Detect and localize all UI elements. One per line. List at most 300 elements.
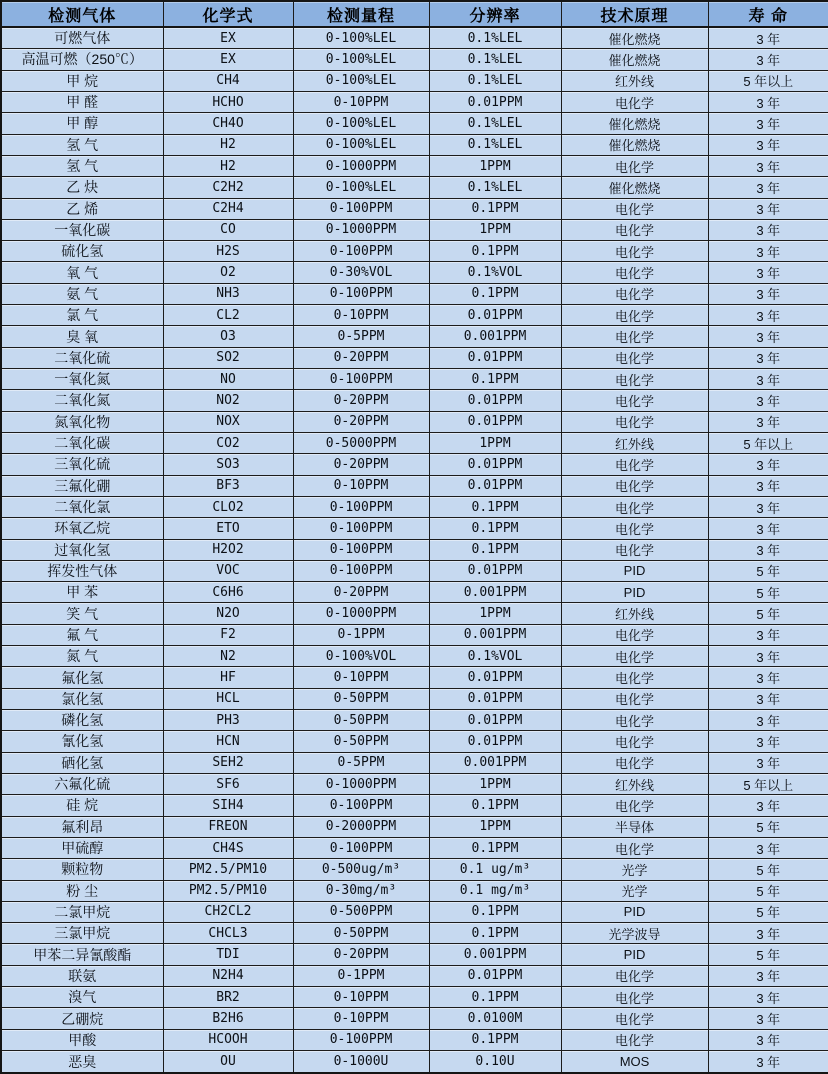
cell-gas: 二氯甲烷 xyxy=(1,901,163,922)
cell-life: 3 年 xyxy=(708,1008,828,1029)
table-row xyxy=(1,923,828,944)
cell-range: 0-1000PPM xyxy=(293,603,429,624)
cell-formula: H2 xyxy=(163,134,293,155)
cell-life: 3 年 xyxy=(708,326,828,347)
table-row xyxy=(1,710,828,731)
cell-life: 3 年 xyxy=(708,518,828,539)
cell-gas: 三氧化硫 xyxy=(1,454,163,475)
cell-life: 5 年 xyxy=(708,901,828,922)
cell-life: 3 年 xyxy=(708,198,828,219)
header-row xyxy=(1,1,828,27)
table-row xyxy=(1,965,828,986)
cell-gas: 氮氧化物 xyxy=(1,411,163,432)
cell-gas: 臭 氧 xyxy=(1,326,163,347)
cell-life: 5 年 xyxy=(708,880,828,901)
table-row xyxy=(1,773,828,794)
cell-life: 3 年 xyxy=(708,134,828,155)
cell-resolution: 0.001PPM xyxy=(429,752,561,773)
table-row xyxy=(1,134,828,155)
table-row xyxy=(1,326,828,347)
cell-life: 3 年 xyxy=(708,539,828,560)
cell-resolution: 0.001PPM xyxy=(429,582,561,603)
cell-gas: 甲硫醇 xyxy=(1,837,163,858)
cell-principle: 催化燃烧 xyxy=(561,49,708,70)
cell-life: 3 年 xyxy=(708,177,828,198)
cell-principle: 电化学 xyxy=(561,411,708,432)
table-row xyxy=(1,241,828,262)
cell-formula: N2H4 xyxy=(163,965,293,986)
cell-principle: 电化学 xyxy=(561,219,708,240)
cell-range: 0-100PPM xyxy=(293,795,429,816)
table-row xyxy=(1,646,828,667)
header-gas: 检测气体 xyxy=(1,1,163,27)
cell-resolution: 1PPM xyxy=(429,816,561,837)
cell-range: 0-5PPM xyxy=(293,752,429,773)
cell-range: 0-50PPM xyxy=(293,710,429,731)
cell-range: 0-10PPM xyxy=(293,305,429,326)
cell-range: 0-50PPM xyxy=(293,923,429,944)
cell-principle: 红外线 xyxy=(561,70,708,91)
cell-life: 3 年 xyxy=(708,369,828,390)
cell-resolution: 0.01PPM xyxy=(429,731,561,752)
table-row xyxy=(1,155,828,176)
cell-resolution: 0.1%LEL xyxy=(429,113,561,134)
cell-range: 0-500PPM xyxy=(293,901,429,922)
cell-resolution: 0.01PPM xyxy=(429,91,561,112)
cell-range: 0-20PPM xyxy=(293,582,429,603)
cell-formula: C6H6 xyxy=(163,582,293,603)
cell-principle: 电化学 xyxy=(561,752,708,773)
cell-gas: 可燃气体 xyxy=(1,27,163,49)
table-row xyxy=(1,859,828,880)
cell-resolution: 0.1PPM xyxy=(429,518,561,539)
cell-life: 3 年 xyxy=(708,305,828,326)
cell-resolution: 0.1PPM xyxy=(429,283,561,304)
table-row xyxy=(1,177,828,198)
cell-gas: 三氟化硼 xyxy=(1,475,163,496)
cell-range: 0-100%VOL xyxy=(293,646,429,667)
cell-range: 0-1PPM xyxy=(293,624,429,645)
cell-formula: CH4S xyxy=(163,837,293,858)
cell-life: 3 年 xyxy=(708,496,828,517)
cell-resolution: 0.10U xyxy=(429,1051,561,1073)
cell-resolution: 0.1PPM xyxy=(429,496,561,517)
table-row xyxy=(1,731,828,752)
table-row xyxy=(1,262,828,283)
cell-formula: N2 xyxy=(163,646,293,667)
cell-range: 0-100%LEL xyxy=(293,177,429,198)
table-row xyxy=(1,113,828,134)
cell-resolution: 0.1PPM xyxy=(429,923,561,944)
cell-gas: 氮 气 xyxy=(1,646,163,667)
cell-formula: CHCL3 xyxy=(163,923,293,944)
table-row xyxy=(1,688,828,709)
table-row xyxy=(1,987,828,1008)
cell-range: 0-20PPM xyxy=(293,347,429,368)
table-row xyxy=(1,837,828,858)
table-row xyxy=(1,432,828,453)
cell-formula: SF6 xyxy=(163,773,293,794)
cell-gas: 颗粒物 xyxy=(1,859,163,880)
cell-resolution: 1PPM xyxy=(429,155,561,176)
table-row xyxy=(1,944,828,965)
cell-life: 3 年 xyxy=(708,454,828,475)
table-row xyxy=(1,496,828,517)
cell-principle: 催化燃烧 xyxy=(561,113,708,134)
cell-principle: 电化学 xyxy=(561,646,708,667)
cell-resolution: 0.01PPM xyxy=(429,411,561,432)
table-row xyxy=(1,91,828,112)
cell-resolution: 0.1PPM xyxy=(429,198,561,219)
table-row xyxy=(1,283,828,304)
cell-resolution: 0.01PPM xyxy=(429,688,561,709)
cell-gas: 氯 气 xyxy=(1,305,163,326)
cell-gas: 恶臭 xyxy=(1,1051,163,1073)
cell-life: 3 年 xyxy=(708,1051,828,1073)
cell-life: 3 年 xyxy=(708,49,828,70)
cell-principle: 电化学 xyxy=(561,454,708,475)
cell-gas: 氰化氢 xyxy=(1,731,163,752)
cell-range: 0-50PPM xyxy=(293,731,429,752)
cell-formula: FREON xyxy=(163,816,293,837)
cell-range: 0-20PPM xyxy=(293,390,429,411)
cell-gas: 硅 烷 xyxy=(1,795,163,816)
cell-resolution: 0.1%LEL xyxy=(429,27,561,49)
cell-life: 5 年 xyxy=(708,560,828,581)
table-row xyxy=(1,539,828,560)
cell-formula: O3 xyxy=(163,326,293,347)
cell-principle: 电化学 xyxy=(561,155,708,176)
cell-formula: SEH2 xyxy=(163,752,293,773)
table-row xyxy=(1,603,828,624)
cell-resolution: 0.1PPM xyxy=(429,987,561,1008)
cell-principle: 电化学 xyxy=(561,283,708,304)
cell-principle: 电化学 xyxy=(561,1029,708,1050)
cell-life: 5 年 xyxy=(708,582,828,603)
cell-life: 5 年 xyxy=(708,859,828,880)
cell-gas: 硒化氢 xyxy=(1,752,163,773)
cell-formula: HCOOH xyxy=(163,1029,293,1050)
cell-gas: 氧 气 xyxy=(1,262,163,283)
table-row xyxy=(1,795,828,816)
table-row xyxy=(1,347,828,368)
cell-formula: OU xyxy=(163,1051,293,1073)
cell-life: 3 年 xyxy=(708,91,828,112)
cell-range: 0-100PPM xyxy=(293,560,429,581)
cell-range: 0-10PPM xyxy=(293,475,429,496)
cell-formula: SO3 xyxy=(163,454,293,475)
cell-range: 0-100PPM xyxy=(293,496,429,517)
cell-resolution: 0.01PPM xyxy=(429,560,561,581)
cell-life: 3 年 xyxy=(708,987,828,1008)
table-row xyxy=(1,667,828,688)
cell-formula: N2O xyxy=(163,603,293,624)
cell-range: 0-10PPM xyxy=(293,987,429,1008)
cell-principle: PID xyxy=(561,560,708,581)
header-principle: 技术原理 xyxy=(561,1,708,27)
cell-resolution: 0.1%VOL xyxy=(429,262,561,283)
cell-formula: NOX xyxy=(163,411,293,432)
cell-formula: HCN xyxy=(163,731,293,752)
cell-principle: PID xyxy=(561,944,708,965)
cell-range: 0-1PPM xyxy=(293,965,429,986)
cell-formula: TDI xyxy=(163,944,293,965)
cell-formula: H2O2 xyxy=(163,539,293,560)
cell-resolution: 1PPM xyxy=(429,773,561,794)
cell-gas: 甲 醇 xyxy=(1,113,163,134)
table-row xyxy=(1,901,828,922)
cell-gas: 一氧化碳 xyxy=(1,219,163,240)
cell-principle: 电化学 xyxy=(561,965,708,986)
cell-life: 5 年 xyxy=(708,816,828,837)
cell-principle: 光学 xyxy=(561,859,708,880)
cell-life: 3 年 xyxy=(708,283,828,304)
table-row xyxy=(1,475,828,496)
cell-gas: 乙 烯 xyxy=(1,198,163,219)
cell-resolution: 0.1PPM xyxy=(429,1029,561,1050)
cell-range: 0-30mg/m³ xyxy=(293,880,429,901)
cell-formula: C2H4 xyxy=(163,198,293,219)
cell-life: 3 年 xyxy=(708,624,828,645)
cell-principle: 电化学 xyxy=(561,1008,708,1029)
cell-gas: 氨 气 xyxy=(1,283,163,304)
table-row xyxy=(1,49,828,70)
cell-resolution: 0.1%LEL xyxy=(429,70,561,91)
cell-range: 0-1000PPM xyxy=(293,773,429,794)
cell-principle: 红外线 xyxy=(561,432,708,453)
cell-gas: 过氧化氢 xyxy=(1,539,163,560)
cell-formula: SIH4 xyxy=(163,795,293,816)
cell-range: 0-1000PPM xyxy=(293,155,429,176)
header-range: 检测量程 xyxy=(293,1,429,27)
cell-life: 3 年 xyxy=(708,710,828,731)
cell-resolution: 0.001PPM xyxy=(429,624,561,645)
cell-life: 3 年 xyxy=(708,155,828,176)
table-row xyxy=(1,369,828,390)
cell-resolution: 0.01PPM xyxy=(429,454,561,475)
cell-range: 0-1000U xyxy=(293,1051,429,1073)
cell-principle: 电化学 xyxy=(561,539,708,560)
cell-formula: HCL xyxy=(163,688,293,709)
cell-resolution: 0.1PPM xyxy=(429,241,561,262)
cell-resolution: 0.01PPM xyxy=(429,475,561,496)
cell-formula: PM2.5/PM10 xyxy=(163,859,293,880)
cell-gas: 挥发性气体 xyxy=(1,560,163,581)
cell-formula: HCHO xyxy=(163,91,293,112)
cell-resolution: 0.001PPM xyxy=(429,944,561,965)
cell-life: 3 年 xyxy=(708,411,828,432)
header-formula: 化学式 xyxy=(163,1,293,27)
cell-resolution: 0.01PPM xyxy=(429,965,561,986)
cell-formula: VOC xyxy=(163,560,293,581)
cell-principle: 催化燃烧 xyxy=(561,27,708,49)
header-lifespan: 寿 命 xyxy=(708,1,828,27)
cell-life: 3 年 xyxy=(708,262,828,283)
cell-gas: 二氧化硫 xyxy=(1,347,163,368)
cell-range: 0-100PPM xyxy=(293,369,429,390)
cell-principle: 电化学 xyxy=(561,390,708,411)
cell-life: 3 年 xyxy=(708,475,828,496)
cell-principle: MOS xyxy=(561,1051,708,1073)
table-row xyxy=(1,582,828,603)
cell-formula: C2H2 xyxy=(163,177,293,198)
cell-principle: 电化学 xyxy=(561,198,708,219)
cell-resolution: 0.1%LEL xyxy=(429,177,561,198)
cell-principle: 电化学 xyxy=(561,667,708,688)
cell-life: 5 年 xyxy=(708,603,828,624)
cell-life: 3 年 xyxy=(708,731,828,752)
cell-resolution: 0.1 ug/m³ xyxy=(429,859,561,880)
cell-gas: 甲苯二异氰酸酯 xyxy=(1,944,163,965)
cell-range: 0-5PPM xyxy=(293,326,429,347)
cell-formula: CO2 xyxy=(163,432,293,453)
cell-range: 0-100%LEL xyxy=(293,134,429,155)
cell-gas: 三氯甲烷 xyxy=(1,923,163,944)
cell-principle: 光学 xyxy=(561,880,708,901)
table-row xyxy=(1,305,828,326)
cell-formula: HF xyxy=(163,667,293,688)
cell-life: 3 年 xyxy=(708,1029,828,1050)
table-row xyxy=(1,1008,828,1029)
cell-life: 5 年以上 xyxy=(708,432,828,453)
table-row xyxy=(1,752,828,773)
cell-life: 5 年以上 xyxy=(708,70,828,91)
cell-formula: NH3 xyxy=(163,283,293,304)
cell-gas: 氟 气 xyxy=(1,624,163,645)
cell-resolution: 1PPM xyxy=(429,603,561,624)
cell-range: 0-1000PPM xyxy=(293,219,429,240)
cell-gas: 二氧化氮 xyxy=(1,390,163,411)
cell-life: 3 年 xyxy=(708,965,828,986)
cell-principle: 电化学 xyxy=(561,710,708,731)
cell-principle: 催化燃烧 xyxy=(561,177,708,198)
cell-gas: 硫化氢 xyxy=(1,241,163,262)
table-row xyxy=(1,454,828,475)
cell-range: 0-2000PPM xyxy=(293,816,429,837)
cell-range: 0-100%LEL xyxy=(293,49,429,70)
cell-principle: 电化学 xyxy=(561,496,708,517)
cell-principle: 电化学 xyxy=(561,688,708,709)
cell-principle: 电化学 xyxy=(561,837,708,858)
cell-resolution: 0.0100M xyxy=(429,1008,561,1029)
cell-formula: CH4 xyxy=(163,70,293,91)
cell-range: 0-100%LEL xyxy=(293,27,429,49)
cell-principle: 电化学 xyxy=(561,731,708,752)
spec-table-body xyxy=(1,27,828,1073)
cell-formula: PH3 xyxy=(163,710,293,731)
cell-resolution: 0.1PPM xyxy=(429,795,561,816)
cell-principle: 催化燃烧 xyxy=(561,134,708,155)
table-row xyxy=(1,1029,828,1050)
cell-life: 3 年 xyxy=(708,667,828,688)
cell-gas: 二氧化氯 xyxy=(1,496,163,517)
cell-resolution: 0.001PPM xyxy=(429,326,561,347)
cell-formula: NO xyxy=(163,369,293,390)
cell-gas: 粉 尘 xyxy=(1,880,163,901)
cell-formula: H2S xyxy=(163,241,293,262)
cell-gas: 乙 炔 xyxy=(1,177,163,198)
table-row xyxy=(1,880,828,901)
cell-life: 3 年 xyxy=(708,795,828,816)
cell-resolution: 0.01PPM xyxy=(429,347,561,368)
cell-formula: CO xyxy=(163,219,293,240)
cell-formula: BR2 xyxy=(163,987,293,1008)
cell-principle: 光学波导 xyxy=(561,923,708,944)
cell-range: 0-100PPM xyxy=(293,539,429,560)
cell-gas: 高温可燃（250℃） xyxy=(1,49,163,70)
cell-range: 0-500ug/m³ xyxy=(293,859,429,880)
cell-principle: 红外线 xyxy=(561,603,708,624)
cell-formula: B2H6 xyxy=(163,1008,293,1029)
table-row xyxy=(1,560,828,581)
cell-range: 0-100%LEL xyxy=(293,113,429,134)
cell-range: 0-5000PPM xyxy=(293,432,429,453)
cell-formula: CL2 xyxy=(163,305,293,326)
cell-range: 0-10PPM xyxy=(293,1008,429,1029)
cell-resolution: 1PPM xyxy=(429,219,561,240)
cell-resolution: 1PPM xyxy=(429,432,561,453)
cell-formula: EX xyxy=(163,49,293,70)
table-row xyxy=(1,70,828,91)
cell-principle: PID xyxy=(561,901,708,922)
cell-range: 0-20PPM xyxy=(293,411,429,432)
cell-gas: 磷化氢 xyxy=(1,710,163,731)
table-row xyxy=(1,518,828,539)
cell-life: 3 年 xyxy=(708,219,828,240)
cell-gas: 氢 气 xyxy=(1,134,163,155)
cell-formula: SO2 xyxy=(163,347,293,368)
cell-life: 3 年 xyxy=(708,837,828,858)
cell-gas: 二氧化碳 xyxy=(1,432,163,453)
cell-principle: 电化学 xyxy=(561,326,708,347)
cell-gas: 氟利昂 xyxy=(1,816,163,837)
table-row xyxy=(1,219,828,240)
cell-principle: PID xyxy=(561,582,708,603)
cell-formula: O2 xyxy=(163,262,293,283)
cell-principle: 电化学 xyxy=(561,91,708,112)
cell-formula: F2 xyxy=(163,624,293,645)
cell-life: 3 年 xyxy=(708,241,828,262)
cell-life: 3 年 xyxy=(708,347,828,368)
cell-range: 0-100PPM xyxy=(293,198,429,219)
cell-formula: PM2.5/PM10 xyxy=(163,880,293,901)
cell-range: 0-100PPM xyxy=(293,241,429,262)
cell-principle: 半导体 xyxy=(561,816,708,837)
cell-range: 0-10PPM xyxy=(293,667,429,688)
cell-resolution: 0.01PPM xyxy=(429,667,561,688)
cell-range: 0-20PPM xyxy=(293,454,429,475)
cell-principle: 电化学 xyxy=(561,795,708,816)
cell-range: 0-100PPM xyxy=(293,837,429,858)
cell-life: 3 年 xyxy=(708,27,828,49)
cell-gas: 笑 气 xyxy=(1,603,163,624)
table-row xyxy=(1,1051,828,1073)
table-row xyxy=(1,816,828,837)
cell-range: 0-20PPM xyxy=(293,944,429,965)
cell-resolution: 0.1PPM xyxy=(429,837,561,858)
cell-gas: 联氨 xyxy=(1,965,163,986)
cell-formula: NO2 xyxy=(163,390,293,411)
cell-life: 3 年 xyxy=(708,113,828,134)
cell-life: 3 年 xyxy=(708,688,828,709)
cell-resolution: 0.1%VOL xyxy=(429,646,561,667)
cell-principle: 红外线 xyxy=(561,773,708,794)
cell-range: 0-100PPM xyxy=(293,1029,429,1050)
cell-resolution: 0.1%LEL xyxy=(429,134,561,155)
cell-resolution: 0.1PPM xyxy=(429,901,561,922)
table-row xyxy=(1,27,828,49)
cell-gas: 甲 烷 xyxy=(1,70,163,91)
